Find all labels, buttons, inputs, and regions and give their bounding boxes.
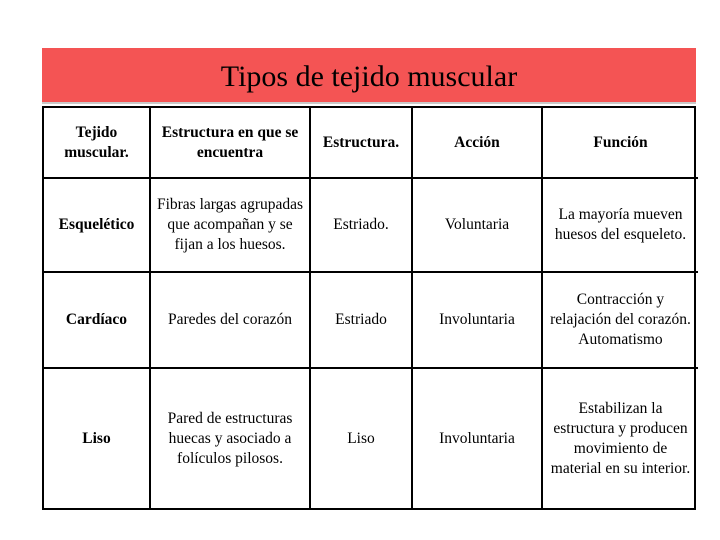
- header-estructura-ubicacion: Estructura en que se encuentra: [150, 108, 310, 178]
- cell-estructura-ubicacion: Fibras largas agrupadas que acompañan y se fijan a los huesos.: [150, 178, 310, 272]
- cell-tejido: Liso: [44, 368, 150, 508]
- table-row: [44, 272, 698, 368]
- title-banner: [42, 48, 696, 104]
- table-header-row: [44, 108, 698, 178]
- header-funcion: Función: [542, 108, 698, 178]
- cell-funcion: Contracción y relajación del corazón. Automatismo: [542, 272, 698, 368]
- header-estructura: Estructura.: [310, 108, 412, 178]
- cell-tejido: Cardíaco: [44, 272, 150, 368]
- cell-estructura: Liso: [310, 368, 412, 508]
- header-accion: Acción: [412, 108, 542, 178]
- cell-accion: Involuntaria: [412, 272, 542, 368]
- page-title: Tipos de tejido muscular: [220, 60, 518, 93]
- table: [44, 108, 698, 508]
- table-row: [44, 178, 698, 272]
- cell-accion: Involuntaria: [412, 368, 542, 508]
- cell-estructura-ubicacion: Paredes del corazón: [150, 272, 310, 368]
- header-tejido: Tejido muscular.: [64, 123, 129, 161]
- cell-tejido: Esquelético: [44, 178, 150, 272]
- cell-funcion: Estabilizan la estructura y producen movimiento de material en su interior.: [542, 368, 698, 508]
- muscle-tissue-table: [42, 106, 696, 510]
- cell-estructura: Estriado: [310, 272, 412, 368]
- table-row: [44, 368, 698, 508]
- cell-estructura-ubicacion: Pared de estructuras huecas y asociado a folículos pilosos.: [150, 368, 310, 508]
- cell-estructura: Estriado.: [310, 178, 412, 272]
- cell-accion: Voluntaria: [412, 178, 542, 272]
- cell-funcion: La mayoría mueven huesos del esqueleto.: [542, 178, 698, 272]
